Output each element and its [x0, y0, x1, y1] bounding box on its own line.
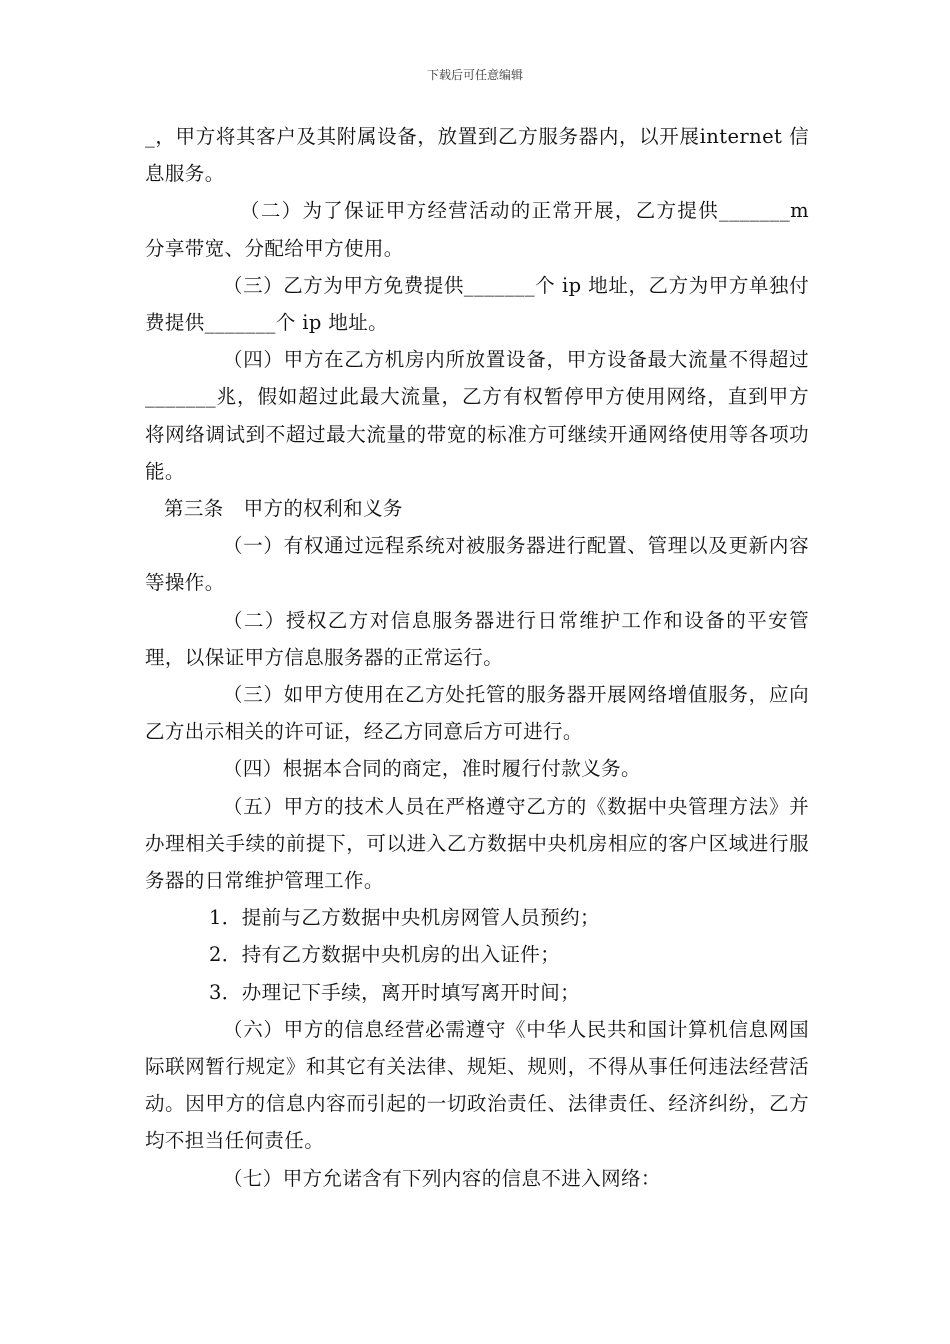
paragraph: （二）为了保证甲方经营活动的正常开展，乙方提供_______m 分享带宽、分配给甲方使用。 [145, 199, 809, 260]
paragraph: （二）授权乙方对信息服务器进行日常维护工作和设备的平安管理，以保证甲方信息服务器的正常运行。 [145, 608, 809, 669]
paragraph: （三）乙方为甲方免费提供_______个 ip 地址，乙方为甲方单独付费提供_______个 ip 地址。 [145, 273, 809, 335]
list-item: 2．持有乙方数据中央机房的出入证件； [209, 943, 561, 967]
paragraph: （三）如甲方使用在乙方处托管的服务器开展网络增值服务，应向乙方出示相关的许可证，经乙方同意后方可进行。 [145, 683, 809, 744]
paragraph: （四）甲方在乙方机房内所放置设备，甲方设备最大流量不得超过_______兆，假如超过此最大流量，乙方有权暂停甲方使用网络，直到甲方将网络调试到不超过最大流量的带宽的标准方可继续开通网络使用等各项功能。 [145, 348, 809, 483]
paragraph: （七）甲方允诺含有下列内容的信息不进入网络： [223, 1166, 661, 1190]
paragraph: （六）甲方的信息经营必需遵守《中华人民共和国计算机信息网国际联网暂行规定》和其它有关法律、规矩、规则，不得从事任何违法经营活动。因甲方的信息内容而引起的一切政治责任、法律责任、经济纠纷，乙方均不担当任何责任。 [145, 1017, 809, 1153]
list-item: 3．办理记下手续，离开时填写离开时间； [209, 980, 581, 1004]
paragraph: （四）根据本合同的商定，准时履行付款义务。 [223, 757, 641, 781]
list-item: 1．提前与乙方数据中央机房网管人员预约； [209, 906, 600, 930]
paragraph: （一）有权通过远程系统对被服务器进行配置、管理以及更新内容等操作。 [145, 534, 809, 595]
page-header: 下载后可任意编辑 [426, 68, 523, 82]
paragraph: _，甲方将其客户及其附属设备，放置到乙方服务器内，以开展internet 信息服务。 [145, 125, 809, 186]
section-heading: 第三条 甲方的权利和义务 [164, 497, 403, 521]
paragraph: （五）甲方的技术人员在严格遵守乙方的《数据中央管理方法》并办理相关手续的前提下，可以进入乙方数据中央机房相应的客户区域进行服务器的日常维护管理工作。 [145, 794, 809, 893]
document-body [145, 118, 809, 1197]
